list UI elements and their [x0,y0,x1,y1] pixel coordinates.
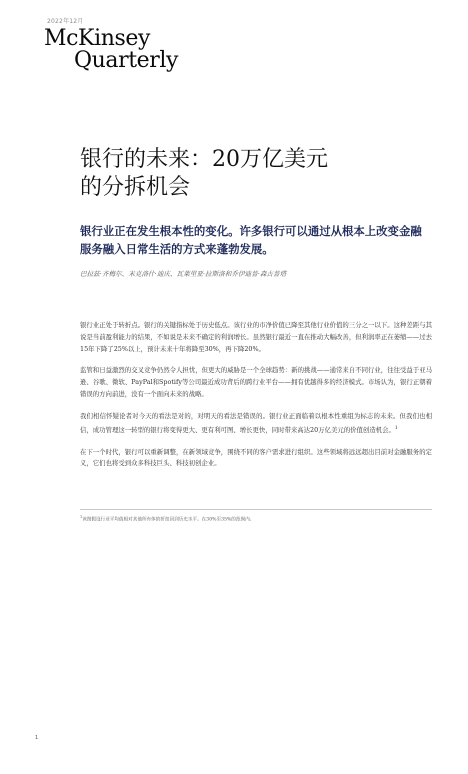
footnote-marker: 1 [80,515,83,519]
body-paragraph-4: 在下一个时代，银行可以重新调整，在新领域竞争，围绕不同的客户需求进行组织。这些领域将远远超出目前对金融服务的定义，它们也将受到众多科技巨头、科技初创企业。 [80,447,432,468]
body-paragraph-2: 监管和日益激烈的交叉竞争仍然令人担忧，但更大的威胁是一个全球趋势：新的挑战——通常来自不同行业，往往受益于亚马逊、谷歌、微软、PayPal和Spotify等公司最近成功背后的跨行业平台——拥有优越得多的经济模式。市场认为，银行正朝着错误的方向前进，没有一个面向未来的战略。 [80,366,432,398]
brand-line-1: McKinsey [44,26,151,51]
footnote [80,515,432,523]
mckinsey-quarterly-logo [44,28,178,72]
article-title-line-1: 银行的未来：20万亿美元 [80,147,328,172]
body-paragraph-3 [80,411,432,437]
article-title [80,146,420,202]
page-number: 1 [35,735,39,741]
article-subtitle: 银行业正在发生根本性的变化。许多银行可以通过从根本上改变金融服务融入日常生活的方式来蓬勃发展。 [80,224,422,256]
body-paragraph-1: 银行业正处于转折点。银行的关键指标处于历史低点。该行业的市净价值已降至其他行业价值的三分之一以下。这种差距与其说是当前盈利能力的结果，不如说是未来不确定的利润增长。虽然银行最近一直在推动大幅改善，但利润率正在萎缩——过去15年下降了25%以上，预计未来十年将降至30%，再下降20%。 [80,321,432,353]
body-paragraph-3-text: 我们相信怀疑论者对今天的看法是对的，对明天的看法是错误的。银行业正面临着以根本性重组为标志的未来。但我们也相信，成功管理这一转型的银行将变得更大、更有利可图、增长更快，同时带来高达20万亿美元的价值创造机会。 [80,411,432,434]
footnote-reference[interactable]: 1 [394,425,398,431]
brand-line-2: Quarterly [74,48,179,73]
publication-date: 2022年12月 [47,18,84,25]
article-authors: 巴拉兹·齐梅尔、米克洛什·迪庆、瓦莱里亚·拉斯洛和乔伊迪普·森古普塔 [80,270,287,278]
footnote-text: 该图假设行业平均值相对其他所有体的折扣回到历史水平。在30%至35%的范围内。 [82,517,255,523]
article-title-line-2: 的分拆机会 [80,175,191,200]
article-body [80,320,432,480]
footnote-divider [80,509,432,510]
